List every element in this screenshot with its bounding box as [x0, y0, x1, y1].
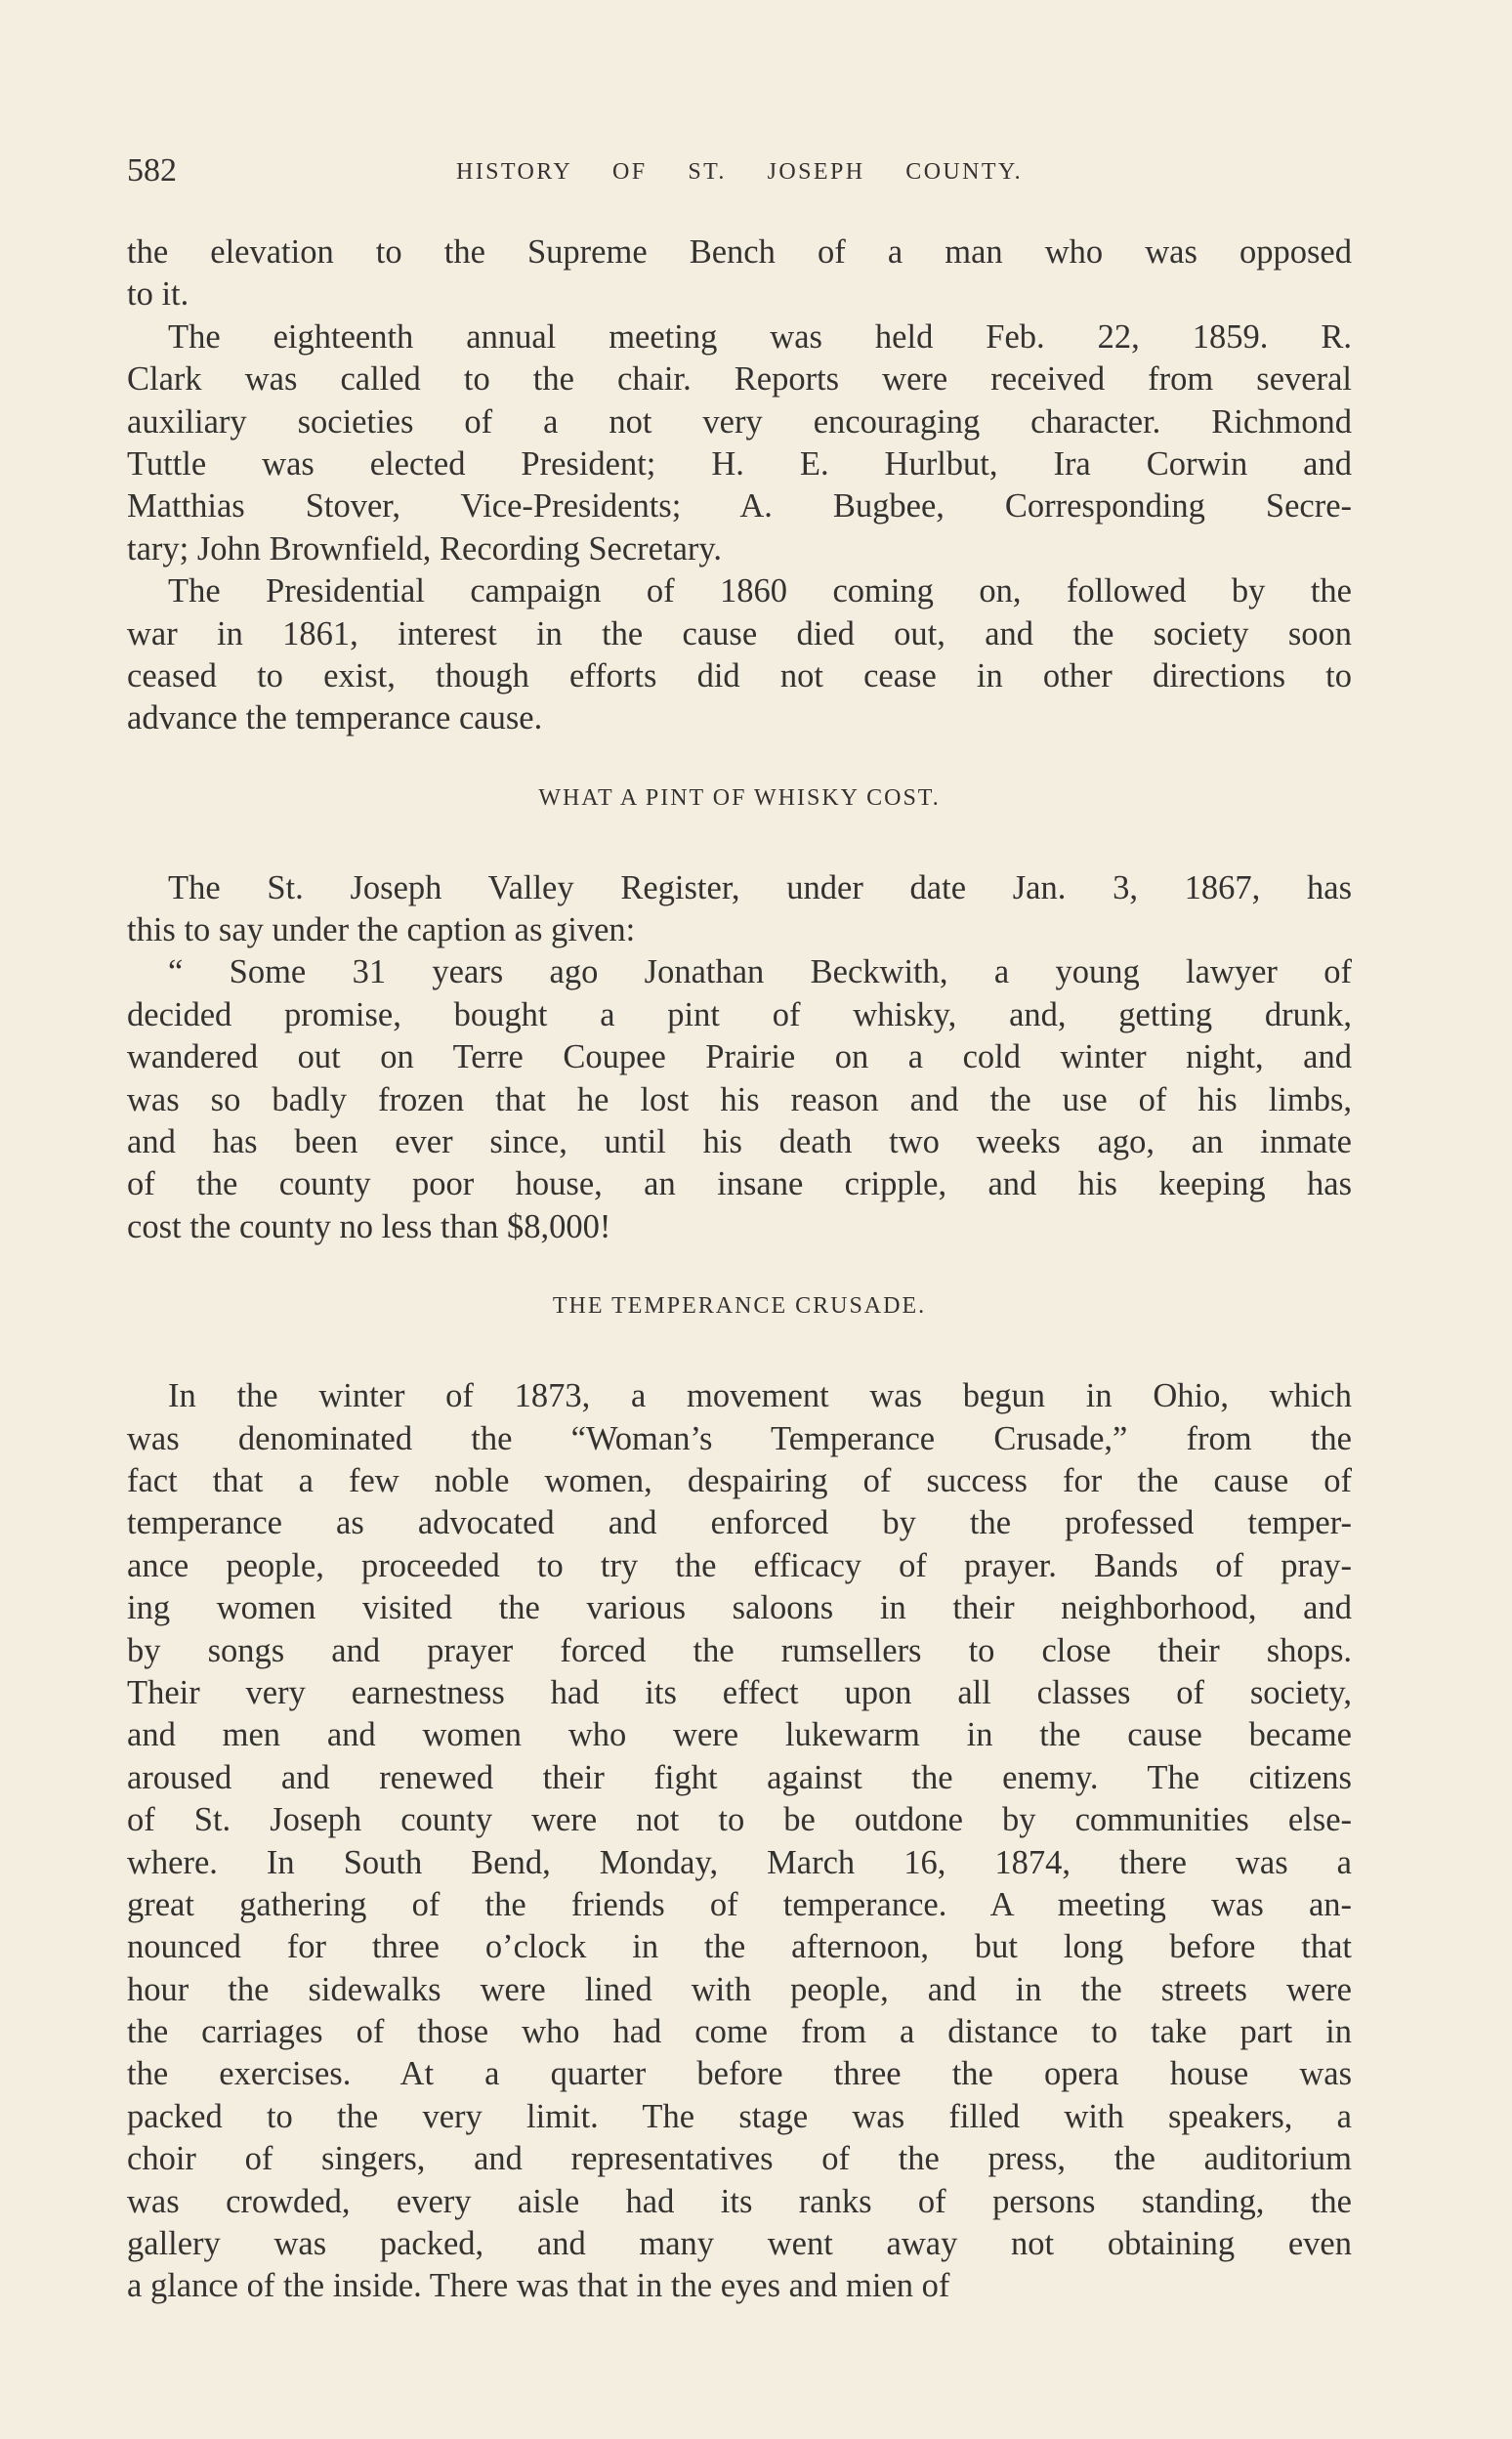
text-line: was denominated the “Woman’s Temperance Crusade,” from the — [127, 1419, 1352, 1457]
text-line: wandered out on Terre Coupee Prairie on a cold winter night, and — [127, 1038, 1352, 1076]
text-line: auxiliary societies of a not very encouraging character. Richmond — [127, 402, 1352, 441]
text-line: war in 1861, interest in the cause died out, and the society soon — [127, 614, 1352, 652]
section-heading-text: THE TEMPERANCE CRUSADE. — [552, 1293, 927, 1320]
text-line: ance people, proceeded to try the efficacy of prayer. Bands of pray- — [127, 1546, 1352, 1584]
text-line: The Presidential campaign of 1860 coming on, followed by the — [168, 572, 1352, 610]
text-line: fact that a few noble women, despairing of success for the cause of — [127, 1461, 1352, 1499]
text-line: the carriages of those who had come from a distance to take part in — [127, 2013, 1352, 2051]
text-line: The St. Joseph Valley Register, under date Jan. 3, 1867, has — [168, 868, 1352, 906]
section-heading — [127, 1248, 1352, 1375]
text-line: and has been ever since, until his death two weeks ago, an inmate — [127, 1123, 1352, 1161]
text-line: was so badly frozen that he lost his reason and the use of his limbs, — [127, 1080, 1352, 1118]
text-line: where. In South Bend, Monday, March 16, 1874, there was a — [127, 1843, 1352, 1881]
paragraph — [127, 316, 1352, 570]
text-line: ing women visited the various saloons in their neighborhood, and — [127, 1589, 1352, 1627]
text-line: Their very earnestness had its effect upon all classes of society, — [127, 1673, 1352, 1711]
text-line: nounced for three o’clock in the afternoon, but long before that — [127, 1928, 1352, 1966]
text-line: hour the sidewalks were lined with people, and in the streets were — [127, 1970, 1352, 2008]
paragraph — [127, 231, 1352, 316]
text-line: to it. — [127, 275, 189, 314]
page-number: 582 — [127, 152, 177, 189]
text-line: decided promise, bought a pint of whisky, and, getting drunk, — [127, 995, 1352, 1033]
text-line: a glance of the inside. There was that in the eyes and mien of — [127, 2267, 950, 2305]
text-line: of the county poor house, an insane cripple, and his keeping has — [127, 1165, 1352, 1203]
text-line: aroused and renewed their fight against the enemy. The citizens — [127, 1758, 1352, 1796]
text-line: advance the temperance cause. — [127, 699, 543, 737]
text-line: temperance as advocated and enforced by the professed temper- — [127, 1504, 1352, 1542]
text-line: choir of singers, and representatives of the press, the auditorium — [127, 2140, 1352, 2178]
text-line: cost the county no less than $8,000! — [127, 1207, 611, 1245]
text-line: the exercises. At a quarter before three the opera house was — [127, 2055, 1352, 2093]
text-line: “ Some 31 years ago Jonathan Beckwith, a young lawyer of — [168, 953, 1352, 991]
text-line: In the winter of 1873, a movement was begun in Ohio, which — [168, 1377, 1352, 1415]
paragraph — [127, 867, 1352, 952]
text-line: Clark was called to the chair. Reports were received from several — [127, 360, 1352, 399]
section-heading — [127, 740, 1352, 867]
paragraph — [127, 951, 1352, 1248]
text-line: gallery was packed, and many went away not obtaining even — [127, 2225, 1352, 2263]
text-line: great gathering of the friends of temperance. A meeting was an- — [127, 1885, 1352, 1923]
section-heading-text: WHAT A PINT OF WHISKY COST. — [538, 784, 941, 811]
paragraph — [127, 570, 1352, 740]
text-line: of St. Joseph county were not to be outdone by communities else- — [127, 1801, 1352, 1839]
text-line: and men and women who were lukewarm in the cause became — [127, 1716, 1352, 1754]
text-line: tary; John Brownfield, Recording Secretary. — [127, 529, 723, 568]
text-line: the elevation to the Supreme Bench of a man who was opposed — [127, 233, 1352, 271]
text-line: Matthias Stover, Vice-Presidents; A. Bugbee, Corresponding Secre- — [127, 487, 1352, 526]
running-title: HISTORY OF ST. JOSEPH COUNTY. — [456, 159, 1023, 185]
text-line: by songs and prayer forced the rumsellers to close their shops. — [127, 1631, 1352, 1669]
text-line: this to say under the caption as given: — [127, 911, 636, 949]
text-line: was crowded, every aisle had its ranks of persons standing, the — [127, 2182, 1352, 2220]
page-body — [127, 231, 1352, 2308]
text-line: ceased to exist, though efforts did not cease in other directions to — [127, 656, 1352, 694]
text-line: The eighteenth annual meeting was held Feb. 22, 1859. R. — [168, 317, 1352, 356]
text-line: packed to the very limit. The stage was filled with speakers, a — [127, 2097, 1352, 2135]
text-line: Tuttle was elected President; H. E. Hurlbut, Ira Corwin and — [127, 444, 1352, 483]
paragraph — [127, 1375, 1352, 2308]
